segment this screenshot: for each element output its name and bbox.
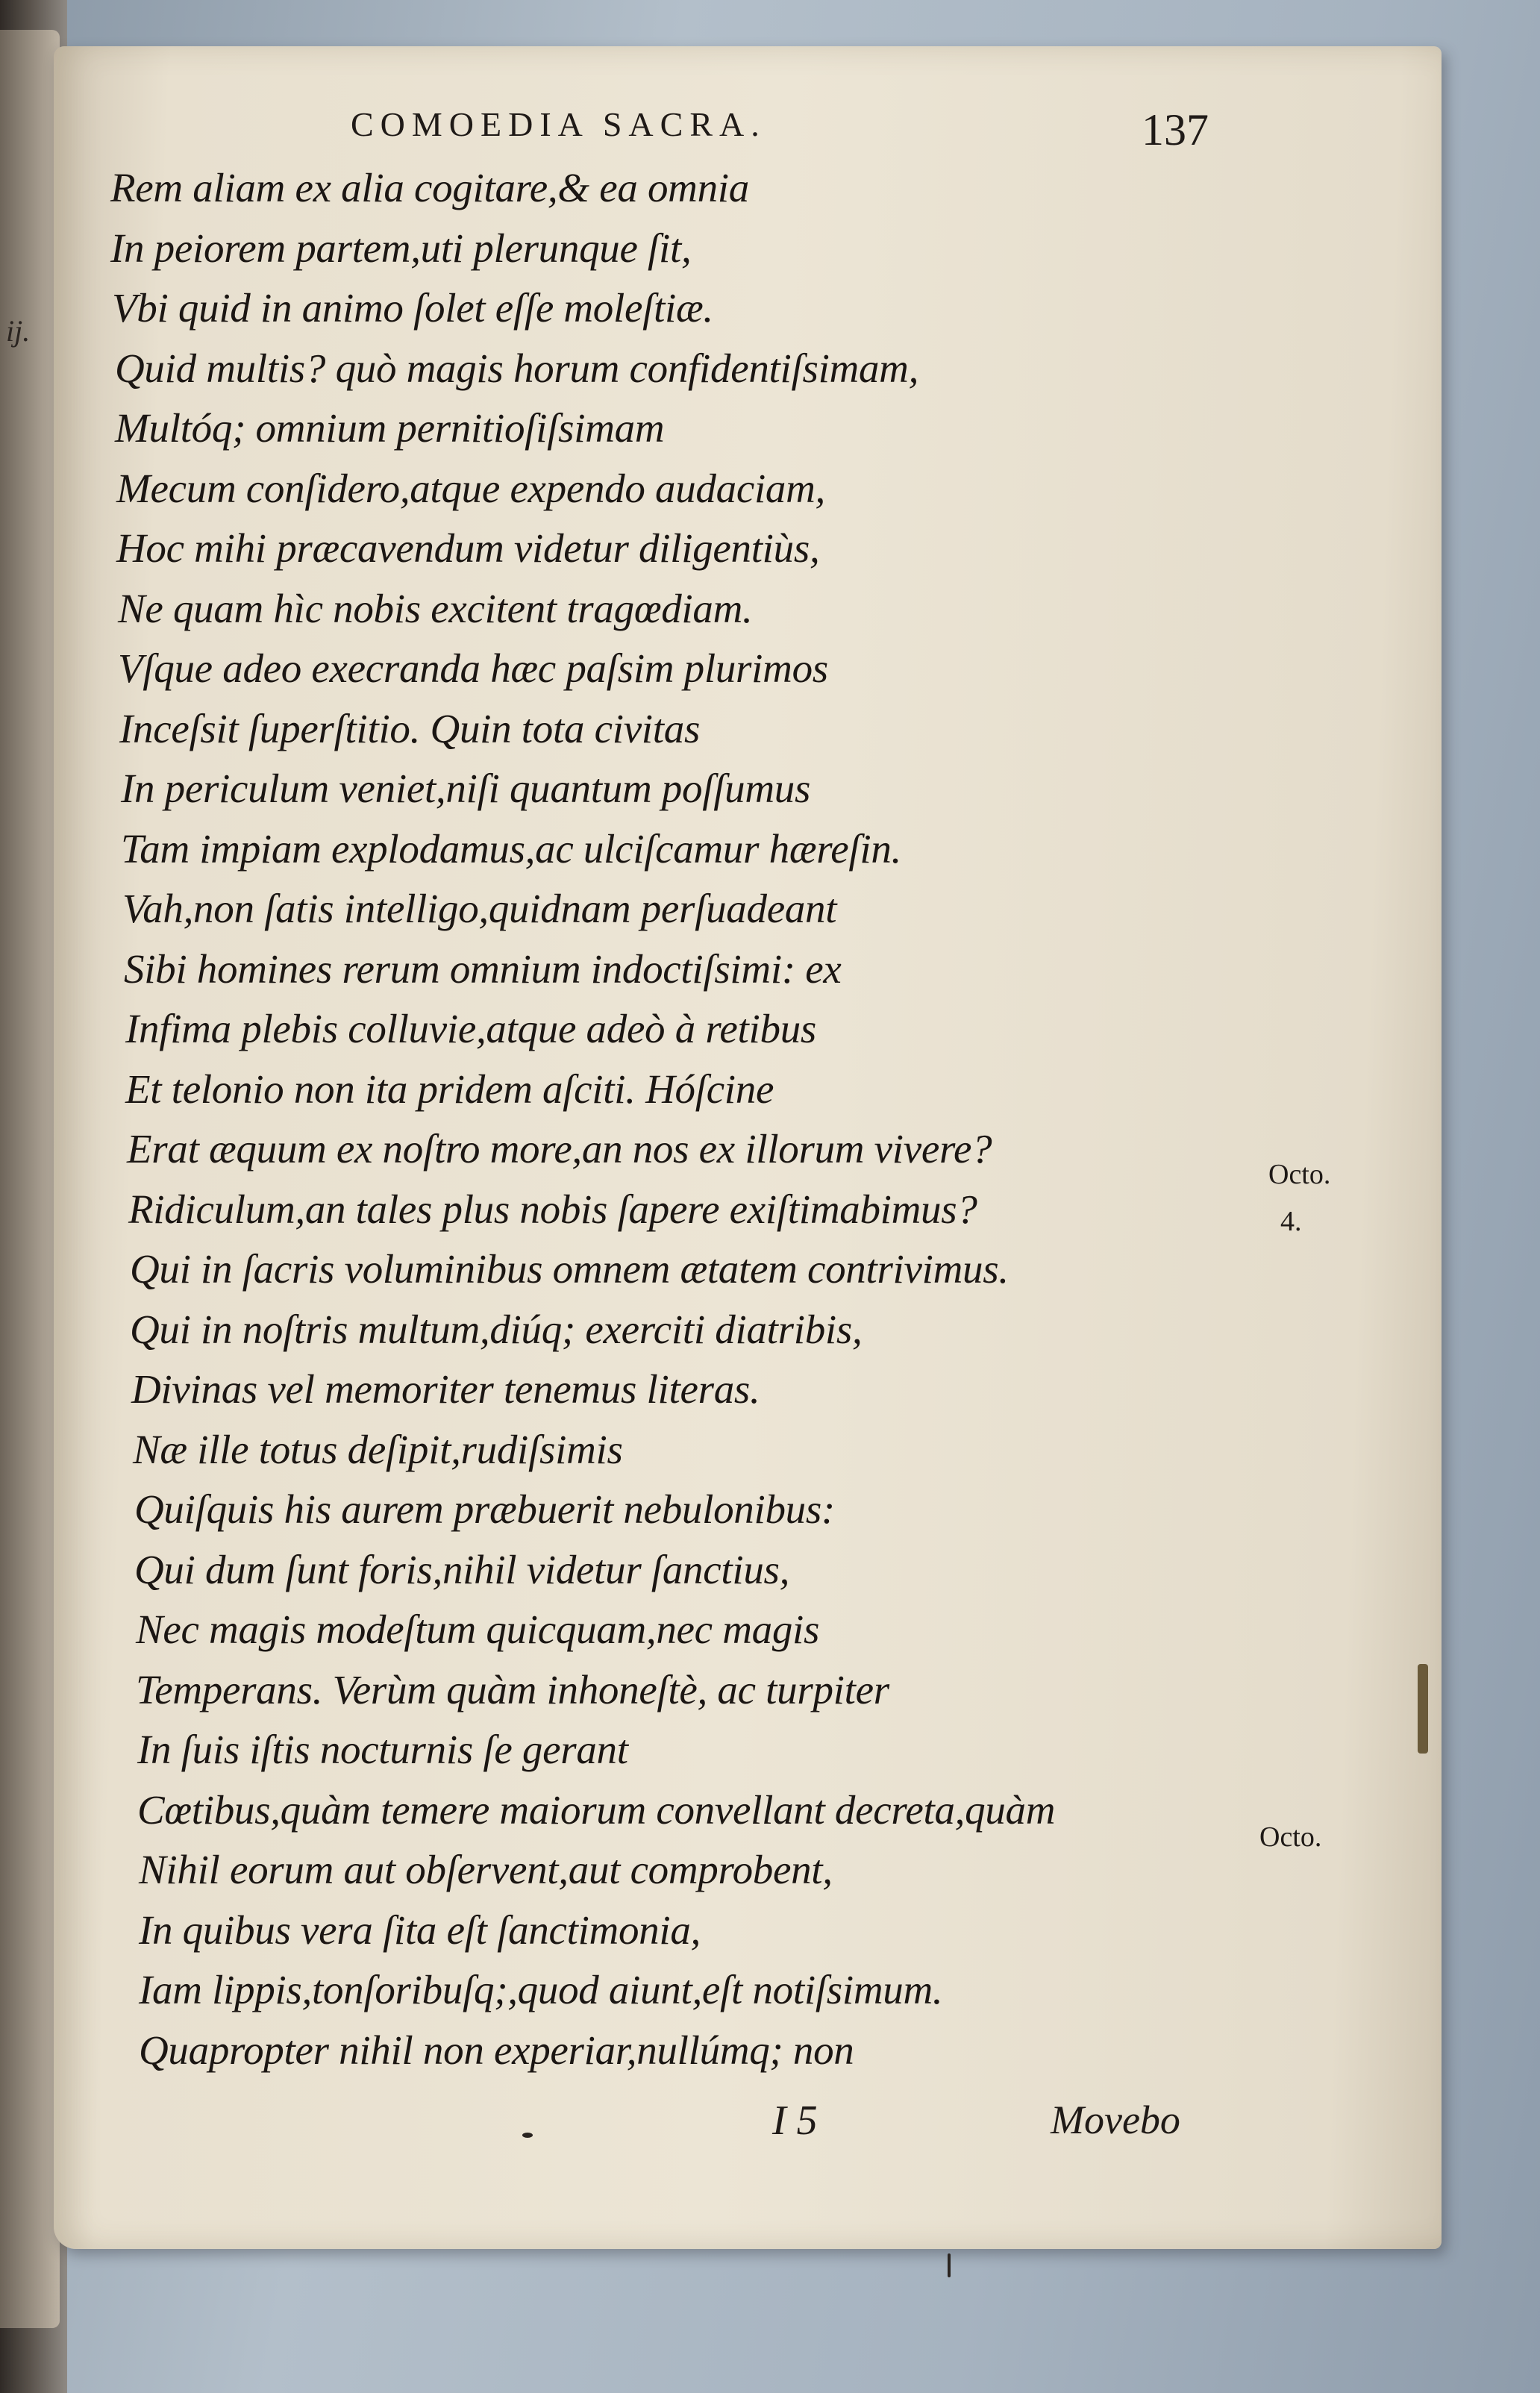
verse-line: Infima plebis colluvie,atque adeò à retibus <box>125 1006 816 1051</box>
margin-note: 4. <box>1280 1206 1302 1237</box>
verse-line: Nec magis modeſtum quicquam,nec magis <box>136 1607 820 1652</box>
verse-line: Mecum conſidero,atque expendo audaciam, <box>116 465 825 511</box>
verse-line: Qui dum ſunt foris,nihil videtur ſanctius, <box>134 1546 790 1592</box>
previous-page-fragment: ij. <box>6 314 31 348</box>
verse-line: Qui in ſacris voluminibus omnem ætatem contrivimus. <box>130 1246 1009 1292</box>
running-head: COMOEDIA SACRA. <box>351 105 766 143</box>
verse-line: Quid multis? quò magis horum confidentiſsimam, <box>115 345 919 391</box>
verse-line: Hoc mihi præcavendum videtur diligentiùs, <box>116 525 820 571</box>
verse-line: Sibi homines rerum omnium indoctiſsimi: ex <box>124 945 842 992</box>
verse-line: In peiorem partem,uti plerunque ſit, <box>110 225 692 271</box>
verse-line: Quiſquis his aurem præbuerit nebulonibus: <box>134 1486 836 1532</box>
page-number: 137 <box>1142 105 1209 154</box>
verse-line: Cœtibus,quàm temere maiorum convellant decreta,quàm <box>137 1786 1056 1833</box>
verse-line: Qui in noſtris multum,diúq; exerciti diatribis, <box>130 1306 863 1352</box>
verse-line: Nihil eorum aut obſervent,aut comprobent, <box>139 1847 833 1892</box>
signature-mark: I 5 <box>772 2098 818 2144</box>
margin-note: Octo. <box>1268 1159 1331 1190</box>
verse-line: Næ ille totus deſipit,rudiſsimis <box>133 1426 623 1472</box>
verse-line: Vſque adeo execranda hæc paſsim plurimos <box>118 645 828 691</box>
verse-line: Vbi quid in animo ſolet eſſe moleſtiæ. <box>112 285 713 331</box>
ink-speck <box>948 2253 951 2277</box>
verse-line: Iam lippis,tonſoribuſq;,quod aiunt,eſt notiſsimum. <box>139 1967 943 2012</box>
verse-line: In quibus vera ſita eſt ſanctimonia, <box>139 1906 701 1953</box>
page-edge-mark <box>1418 1664 1428 1754</box>
ink-speck <box>522 2133 533 2138</box>
verse-line: Rem aliam ex alia cogitare,& ea omnia <box>110 165 749 210</box>
verse-line: Vah,non ſatis intelligo,quidnam perſuadeant <box>122 886 837 931</box>
verse-line: Et telonio non ita pridem aſciti. Hóſcine <box>125 1066 774 1112</box>
verse-line: Divinas vel memoriter tenemus literas. <box>131 1366 760 1412</box>
previous-page-edge <box>0 30 60 2328</box>
verse-line: Erat æquum ex noſtro more,an nos ex illorum vivere? <box>127 1126 992 1172</box>
catchword: Movebo <box>1051 2098 1180 2142</box>
verse-text <box>110 158 1274 2080</box>
verse-line: Temperans. Verùm quàm inhoneſtè, ac turpiter <box>136 1666 889 1712</box>
margin-note: Octo. <box>1259 1821 1322 1853</box>
verse-line: In ſuis iſtis nocturnis ſe gerant <box>137 1727 628 1772</box>
verse-line: Ne quam hìc nobis excitent tragœdiam. <box>118 585 753 631</box>
verse-line: Ridiculum,an tales plus nobis ſapere exiſtimabimus? <box>128 1186 977 1232</box>
verse-line: Inceſsit ſuperſtitio. Quin tota civitas <box>119 705 701 751</box>
verse-line: In periculum veniet,niſi quantum poſſumus <box>121 766 811 811</box>
verse-line: Tam impiam explodamus,ac ulciſcamur hæreſin. <box>121 825 902 872</box>
verse-line: Multóq; omnium pernitioſiſsimam <box>115 405 665 451</box>
verse-line: Quapropter nihil non experiar,nullúmq; non <box>139 2027 854 2073</box>
